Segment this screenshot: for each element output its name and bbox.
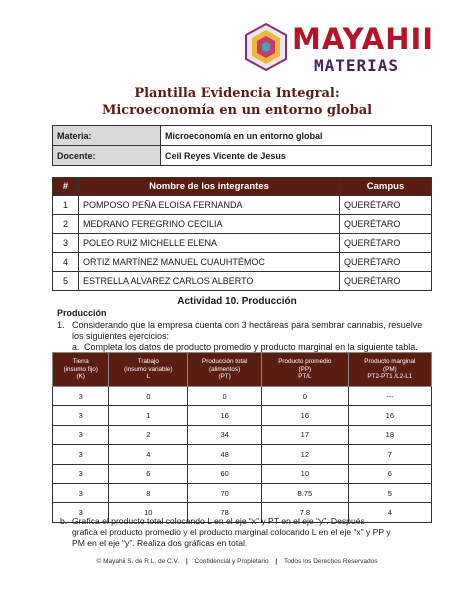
header-line: (PT) — [218, 373, 231, 381]
member-name: POMPOSO PEÑA ELOISA FERNANDA — [79, 196, 340, 215]
footer-rights: Todos los Derechos Reservados — [283, 558, 378, 565]
cell-total-product: 48 — [188, 445, 262, 464]
header-line: Producto promedio — [278, 358, 332, 366]
cell-land: 3 — [53, 387, 109, 406]
table-row — [53, 445, 432, 464]
footer-confidential: Confidencial y Propietario — [194, 558, 269, 565]
production-header-row — [53, 353, 432, 387]
footer-separator: | — [275, 558, 278, 565]
cell-labor: 4 — [109, 445, 188, 464]
header-line: PT/L — [298, 373, 312, 381]
header-line: (insumo variable) — [124, 365, 173, 373]
column-header-campus: Campus — [340, 178, 432, 196]
info-label: Docente: — [53, 146, 161, 166]
section-title: Producción — [57, 308, 107, 318]
header-line: Producto marginal — [364, 358, 416, 366]
cell-total-product: 78 — [188, 503, 262, 522]
cell-average-product: 10 — [262, 464, 349, 483]
table-row — [53, 215, 432, 234]
table-row — [53, 483, 432, 502]
header-line: L — [146, 373, 151, 381]
page-footer — [0, 558, 474, 565]
item-b-line1: Grafica el producto total colocando L en el eje “x” y PT en el eje “y”. Después — [72, 516, 365, 526]
item-b-line2: grafica el producto promedio y el producto marginal colocando L en el eje “x” y PP y — [72, 527, 391, 537]
member-number: 2 — [53, 215, 79, 234]
item-1-number: 1. — [57, 320, 65, 330]
table-row — [53, 464, 432, 483]
brand-subtitle: MATERIAS — [314, 56, 400, 75]
column-header-marginal-product — [348, 353, 431, 387]
header-line: (PP) — [298, 365, 312, 373]
cell-marginal-product: 4 — [348, 503, 431, 522]
cell-average-product: 8.75 — [262, 483, 349, 502]
member-name: POLEO RUIZ MICHELLE ELENA — [79, 234, 340, 253]
course-info-table — [52, 125, 432, 166]
cell-average-product: 16 — [262, 406, 349, 425]
table-row — [53, 425, 432, 444]
member-campus: QUERÉTARO — [340, 196, 432, 215]
member-name: ESTRELLA ALVAREZ CARLOS ALBERTO — [79, 272, 340, 291]
footer-copyright: © Mayahii S. de R.L. de C.V. — [96, 558, 180, 565]
activity-title: Actividad 10. Producción — [177, 296, 297, 307]
table-row — [53, 234, 432, 253]
cell-labor: 8 — [109, 483, 188, 502]
member-number: 1 — [53, 196, 79, 215]
header-line: Producción total — [202, 358, 248, 366]
column-header-total-product — [188, 353, 262, 387]
table-row — [53, 387, 432, 406]
member-name: MEDRANO FEREGRINO CECILIA — [79, 215, 340, 234]
footer-separator: | — [185, 558, 188, 565]
cell-land: 3 — [53, 464, 109, 483]
cell-labor: 2 — [109, 425, 188, 444]
cell-labor: 10 — [109, 503, 188, 522]
header-line: PT2-PT1 /L2-L1 — [367, 373, 413, 381]
item-a-text: Completa los datos de producto promedio y producto marginal en la siguiente tabla. — [84, 342, 418, 352]
member-campus: QUERÉTARO — [340, 215, 432, 234]
member-number: 3 — [53, 234, 79, 253]
member-number: 4 — [53, 253, 79, 272]
item-1-text-line1: Considerando que la empresa cuenta con 3 hectáreas para sembrar cannabis, resuelve — [72, 320, 423, 330]
header-line: Tierra — [72, 358, 89, 366]
table-row — [53, 406, 432, 425]
column-header-land — [53, 353, 109, 387]
header-line: (insumo fijo) — [63, 365, 98, 373]
column-header-labor — [109, 353, 188, 387]
cell-labor: 0 — [109, 387, 188, 406]
members-table — [52, 177, 432, 291]
cell-average-product: 12 — [262, 445, 349, 464]
members-header-row — [53, 178, 432, 196]
table-row — [53, 253, 432, 272]
cell-total-product: 34 — [188, 425, 262, 444]
info-row-subject — [53, 126, 432, 146]
header-line: (PM) — [383, 365, 397, 373]
column-header-average-product — [262, 353, 349, 387]
column-header-number: # — [53, 178, 79, 196]
info-value: Microeconomía en un entorno global — [161, 126, 432, 146]
cell-total-product: 60 — [188, 464, 262, 483]
item-b — [60, 516, 432, 549]
production-table — [52, 352, 432, 523]
cell-average-product: 7.8 — [262, 503, 349, 522]
cell-average-product: 17 — [262, 425, 349, 444]
header-line: Trabajo — [137, 358, 159, 366]
mayahii-logo — [240, 18, 450, 76]
header-line: (K) — [76, 373, 85, 381]
member-campus: QUERÉTARO — [340, 234, 432, 253]
item-a-letter: a. — [72, 342, 80, 352]
cell-marginal-product: --- — [348, 387, 431, 406]
member-name: ORTIZ MARTÍNEZ MANUEL CUAUHTÉMOC — [79, 253, 340, 272]
cell-land: 3 — [53, 406, 109, 425]
cell-total-product: 0 — [188, 387, 262, 406]
cell-marginal-product: 16 — [348, 406, 431, 425]
cell-labor: 1 — [109, 406, 188, 425]
table-row — [53, 196, 432, 215]
member-number: 5 — [53, 272, 79, 291]
cell-total-product: 70 — [188, 483, 262, 502]
member-campus: QUERÉTARO — [340, 253, 432, 272]
cell-labor: 6 — [109, 464, 188, 483]
document-title-line1: Plantilla Evidencia Integral: — [134, 86, 340, 101]
item-1-text-line2: los siguientes ejercicios: — [72, 331, 170, 341]
cell-land: 3 — [53, 425, 109, 444]
document-title-line2: Microeconomía en un entorno global — [101, 103, 373, 118]
info-value: Ceil Reyes Vicente de Jesus — [161, 146, 432, 166]
cell-marginal-product: 5 — [348, 483, 431, 502]
cell-land: 3 — [53, 445, 109, 464]
item-b-letter: b. — [60, 516, 68, 526]
cell-total-product: 16 — [188, 406, 262, 425]
table-row — [53, 272, 432, 291]
item-b-line3: PM en el eje “y”. Realiza dos gráficas en total. — [72, 538, 248, 548]
cell-average-product: 0 — [262, 387, 349, 406]
cell-marginal-product: 7 — [348, 445, 431, 464]
info-row-teacher — [53, 146, 432, 166]
header-line: (alimentos) — [209, 365, 241, 373]
hexagon-brand-icon — [240, 18, 292, 76]
cell-marginal-product: 6 — [348, 464, 431, 483]
cell-land: 3 — [53, 503, 109, 522]
brand-name: MAYAHII — [292, 22, 435, 56]
cell-land: 3 — [53, 483, 109, 502]
column-header-name: Nombre de los integrantes — [79, 178, 340, 196]
cell-marginal-product: 18 — [348, 425, 431, 444]
info-label: Materia: — [53, 126, 161, 146]
member-campus: QUERÉTARO — [340, 272, 432, 291]
